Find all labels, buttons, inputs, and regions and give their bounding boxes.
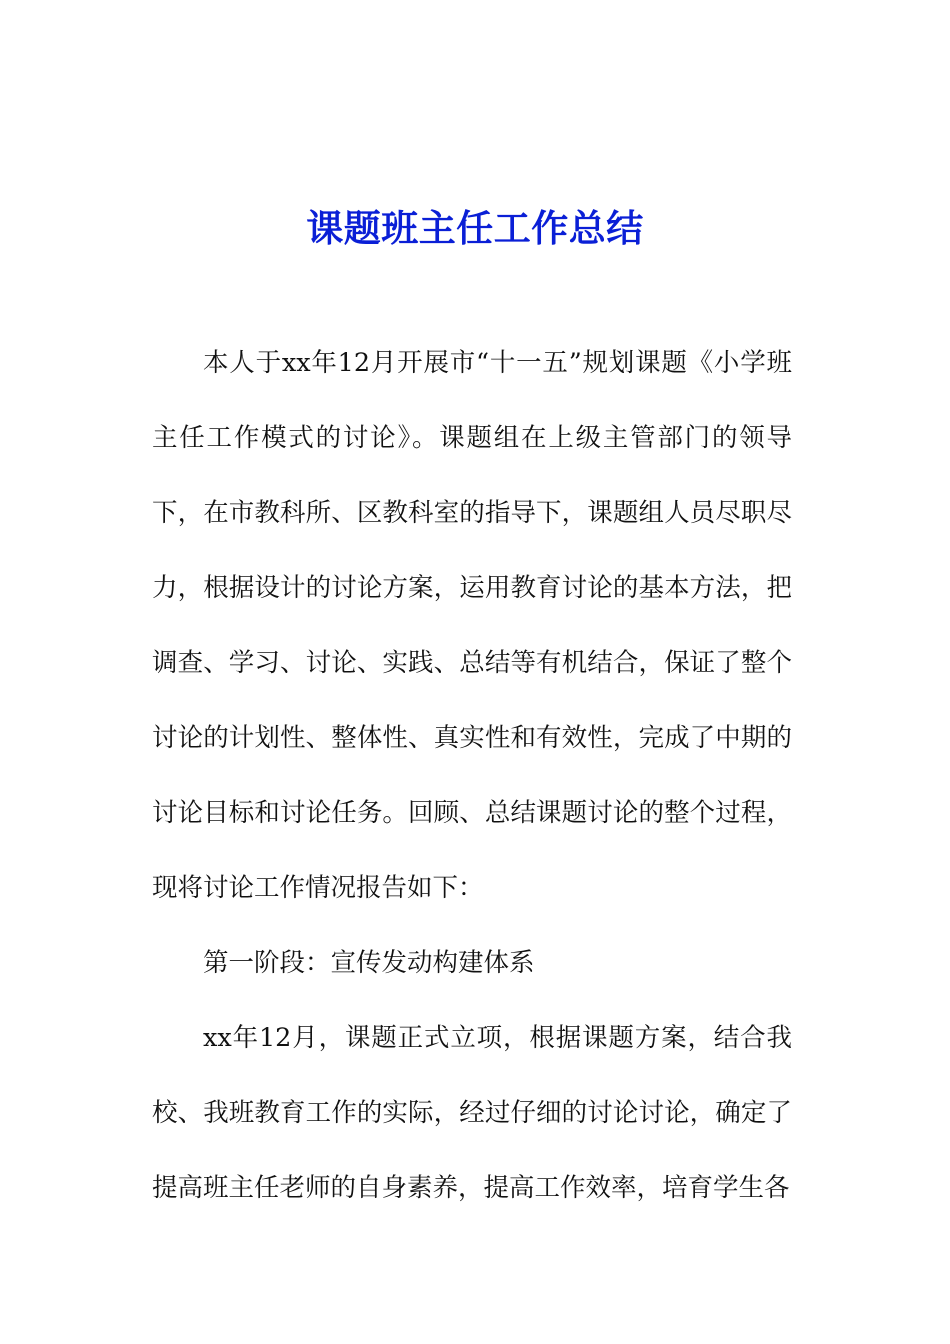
document-body — [152, 326, 792, 1226]
paragraph-stage-heading: 第一阶段：宣传发动构建体系 — [203, 948, 535, 978]
paragraph-intro: 本人于xx年12月开展市“十一五”规划课题《小学班主任工作模式的讨论》。课题组在上级主管部门的领导下，在市教科所、区教科室的指导下，课题组人员尽职尽力，根据设计的讨论方案，运用教育讨论的基本方法，把调查、学习、讨论、实践、总结等有机结合，保证了整个讨论的计划性、整体性、真实性和有效性，完成了中期的讨论目标和讨论任务。回顾、总结课题讨论的整个过程，现将讨论工作情况报告如下： — [152, 348, 792, 903]
paragraph-stage-body: xx年12月，课题正式立项，根据课题方案，结合我校、我班教育工作的实际，经过仔细的讨论讨论，确定了提高班主任老师的自身素养，提高工作效率，培育学生各 — [152, 1023, 792, 1203]
document-title: 课题班主任工作总结 — [306, 205, 644, 250]
